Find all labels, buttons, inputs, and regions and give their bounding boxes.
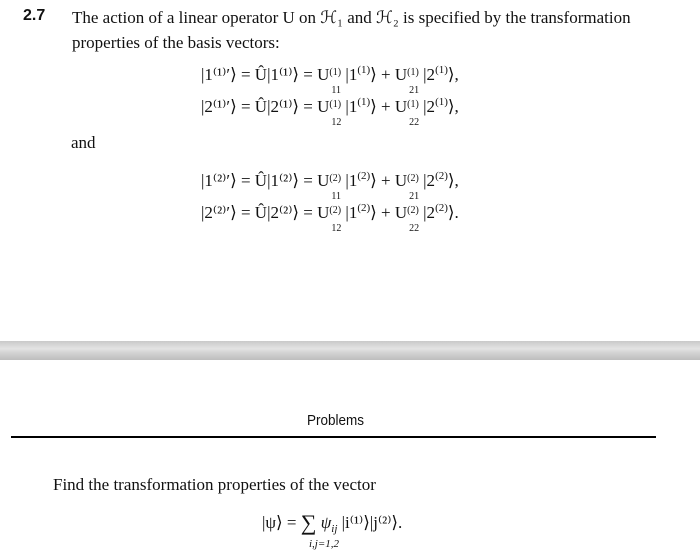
sum-symbol: ∑ bbox=[300, 510, 317, 535]
page-separator bbox=[0, 341, 700, 360]
header-rule bbox=[11, 436, 656, 438]
sum-index: i,j=1,2 bbox=[309, 538, 340, 550]
psi-subscript: ij bbox=[331, 523, 338, 535]
equation-1: |1⁽¹⁾′⟩ = Û|1⁽¹⁾⟩ = U (1) 11 $|1^{(1)}⟩ + U$ (1) 21 |2$^{(1)}$⟩, bbox=[201, 64, 459, 96]
followup-text: Find the transformation properties of the vector bbox=[53, 475, 376, 494]
psi-lhs: |ψ⟩ = bbox=[262, 513, 297, 532]
equation-4: |2⁽²⁾′⟩ = Û|2⁽²⁾⟩ = U (2) 12 $|1^{(2)}⟩ + U$ (2) 22 |2$^{(2)}$⟩. bbox=[201, 202, 459, 234]
equation-2: |2⁽¹⁾′⟩ = Û|2⁽¹⁾⟩ = U (1) 12 $|1^{(1)}⟩ + U$ (1) 22 |2$^{(1)}$⟩, bbox=[201, 96, 459, 128]
equation-4-text: |2⁽²⁾′⟩ = Û|2⁽²⁾⟩ = U bbox=[201, 203, 330, 222]
problem-number: 2.7 bbox=[23, 7, 46, 24]
problem-statement: The action of a linear operator U on ℋ₁ and ℋ₂ is specified by the transformation properties of the basis vectors: bbox=[72, 8, 631, 52]
and-word: and bbox=[71, 133, 96, 152]
equation-2-text: |2⁽¹⁾′⟩ = Û|2⁽¹⁾⟩ = U bbox=[201, 97, 330, 116]
psi-equation bbox=[262, 510, 402, 536]
equation-3: |1⁽²⁾′⟩ = Û|1⁽²⁾⟩ = U (2) 11 $|1^{(2)}⟩ + U$ (2) 21 |2$^{(2)}$⟩, bbox=[201, 170, 459, 202]
psi-coefficient: ψ bbox=[320, 513, 332, 532]
equation-1-text: |1⁽¹⁾′⟩ = Û|1⁽¹⁾⟩ = U bbox=[201, 65, 330, 84]
section-header: Problems bbox=[307, 412, 365, 429]
psi-tail: |i⁽¹⁾⟩|j⁽²⁾⟩. bbox=[341, 513, 403, 532]
equation-3-text: |1⁽²⁾′⟩ = Û|1⁽²⁾⟩ = U bbox=[201, 171, 330, 190]
